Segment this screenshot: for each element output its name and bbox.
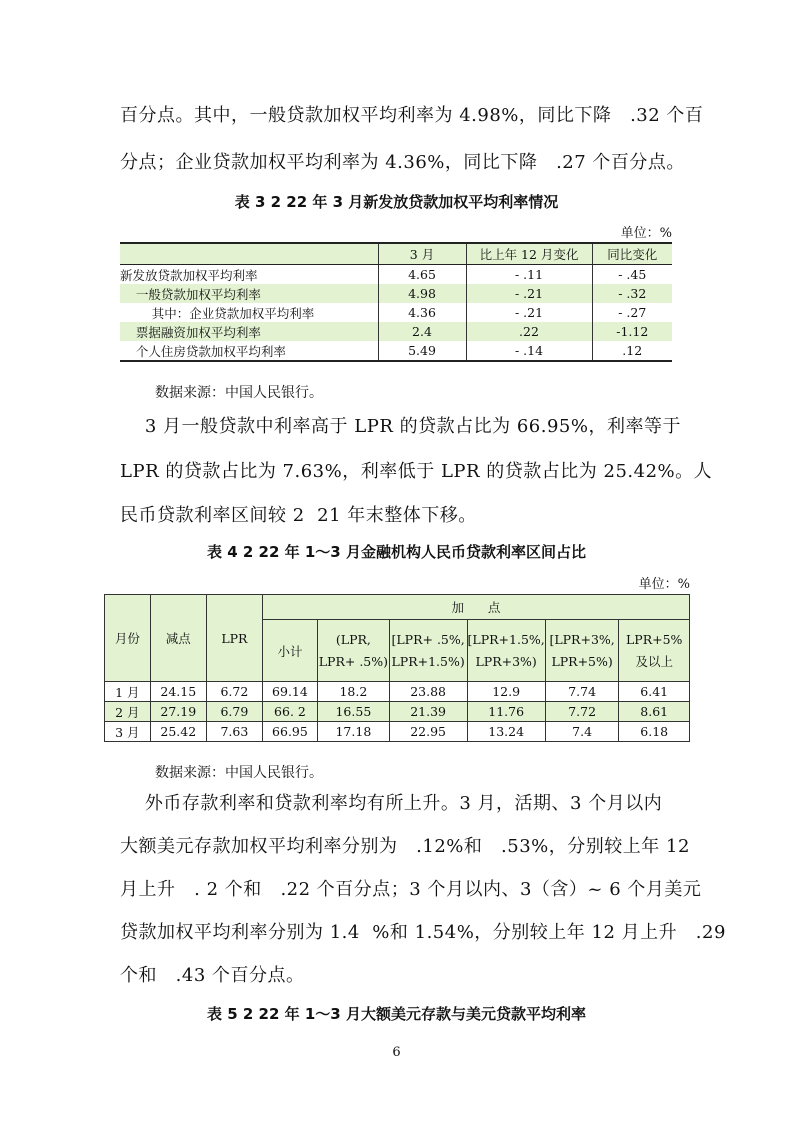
- header-cell: [LPR+3%, LPR+5%): [545, 620, 619, 682]
- cell: 66.95: [262, 722, 317, 742]
- header-cell: 比上年 12 月变化: [466, 243, 592, 265]
- paragraph-line: 民币贷款利率区间较 2 21 年末整体下移。: [120, 505, 477, 526]
- cell: 22.95: [389, 722, 467, 742]
- table-row: [120, 265, 672, 285]
- paragraph-line: 外币存款利率和贷款利率均有所上升。3 月，活期、3 个月以内: [120, 793, 663, 814]
- paragraph-line: 个和 .43 个百分点。: [120, 965, 305, 986]
- header-cell: 加 点: [262, 595, 689, 620]
- table4: [104, 594, 690, 742]
- table-row: [105, 682, 690, 702]
- table3-unit: 单位：%: [620, 226, 672, 241]
- cell: .12: [592, 341, 672, 361]
- header-cell: (LPR, LPR+ .5%): [318, 620, 390, 682]
- table-header-row: [120, 243, 672, 265]
- table-row: [120, 341, 672, 361]
- header-cell: [LPR+1.5%, LPR+3%): [467, 620, 545, 682]
- header-cell: [LPR+ .5%, LPR+1.5%): [389, 620, 467, 682]
- table-header-row: [105, 595, 690, 620]
- cell: 6.18: [619, 722, 690, 742]
- cell: 3 月: [105, 722, 151, 742]
- cell: 16.55: [318, 702, 390, 722]
- cell: 6.41: [619, 682, 690, 702]
- table3-caption: 表 3 2 22 年 3 月新发放贷款加权平均利率情况: [234, 193, 559, 211]
- paragraph-line: 百分点。其中，一般贷款加权平均利率为 4.98%，同比下降 .32 个百: [120, 105, 704, 126]
- cell: 8.61: [619, 702, 690, 722]
- cell: 1 月: [105, 682, 151, 702]
- paragraph-line: 3 月一般贷款中利率高于 LPR 的贷款占比为 66.95%，利率等于: [120, 416, 681, 437]
- paragraph-line: 贷款加权平均利率分别为 1.4 %和 1.54%，分别较上年 12 月上升 .29: [120, 922, 726, 943]
- cell: 18.2: [318, 682, 390, 702]
- page-number: 6: [392, 1045, 401, 1060]
- table4-caption: 表 4 2 22 年 1～3 月金融机构人民币贷款利率区间占比: [207, 543, 586, 561]
- row-label: 票据融资加权平均利率: [120, 322, 378, 341]
- cell: - .27: [618, 305, 647, 320]
- cell: .22: [466, 322, 592, 341]
- cell: 7.4: [545, 722, 619, 742]
- cell: 13.24: [467, 722, 545, 742]
- table-row: [105, 702, 690, 722]
- cell: 69.14: [262, 682, 317, 702]
- cell: 25.42: [150, 722, 206, 742]
- paragraph-line: 月上升 . 2 个和 .22 个百分点；3 个月以内、3（含）~ 6 个月美元: [120, 879, 702, 900]
- cell: 7.63: [206, 722, 262, 742]
- cell: - .21: [466, 303, 592, 322]
- table3-source: 数据来源：中国人民银行。: [155, 385, 323, 401]
- paragraph-line: 分点；企业贷款加权平均利率为 4.36%，同比下降 .27 个百分点。: [120, 152, 685, 173]
- table4-unit: 单位：%: [638, 577, 690, 592]
- cell: 5.49: [378, 341, 466, 361]
- cell: - .11: [466, 265, 592, 285]
- cell: 6.72: [206, 682, 262, 702]
- header-cell: 月份: [105, 595, 151, 682]
- cell: 2.4: [378, 322, 466, 341]
- cell: 66. 2: [262, 702, 317, 722]
- table-row: [120, 284, 672, 303]
- table-row: [120, 322, 672, 341]
- cell: 21.39: [389, 702, 467, 722]
- cell: 11.76: [467, 702, 545, 722]
- cell: 27.19: [150, 702, 206, 722]
- cell: - .32: [618, 286, 647, 301]
- cell: 12.9: [467, 682, 545, 702]
- cell: 4.36: [378, 303, 466, 322]
- header-cell: [120, 243, 378, 265]
- table3: [120, 242, 672, 362]
- table5-caption: 表 5 2 22 年 1～3 月大额美元存款与美元贷款平均利率: [207, 1005, 586, 1023]
- cell: - .45: [618, 267, 647, 282]
- header-cell: 3 月: [378, 243, 466, 265]
- cell: 24.15: [150, 682, 206, 702]
- cell: 17.18: [318, 722, 390, 742]
- cell: 23.88: [389, 682, 467, 702]
- table-row: [105, 722, 690, 742]
- cell: - .21: [466, 284, 592, 303]
- header-cell: LPR+5% 及以上: [619, 620, 690, 682]
- cell: 7.72: [545, 702, 619, 722]
- row-label: 新发放贷款加权平均利率: [120, 265, 378, 285]
- paragraph-line: 大额美元存款加权平均利率分别为 .12%和 .53%，分别较上年 12: [120, 836, 690, 857]
- cell: - .14: [466, 341, 592, 361]
- table4-source: 数据来源：中国人民银行。: [155, 765, 323, 781]
- paragraph-line: LPR 的贷款占比为 7.63%，利率低于 LPR 的贷款占比为 25.42%。人: [120, 461, 713, 482]
- cell: 7.74: [545, 682, 619, 702]
- row-label: 一般贷款加权平均利率: [120, 284, 378, 303]
- header-cell: 同比变化: [592, 243, 672, 265]
- header-cell: LPR: [206, 595, 262, 682]
- table-row: [120, 303, 672, 322]
- header-cell: 小计: [262, 620, 317, 682]
- cell: -1.12: [616, 324, 649, 339]
- cell: 2 月: [105, 702, 151, 722]
- cell: 6.79: [206, 702, 262, 722]
- header-cell: 减点: [150, 595, 206, 682]
- cell: 4.65: [378, 265, 466, 285]
- cell: 4.98: [378, 284, 466, 303]
- row-label: 其中：企业贷款加权平均利率: [120, 303, 378, 322]
- row-label: 个人住房贷款加权平均利率: [120, 341, 378, 361]
